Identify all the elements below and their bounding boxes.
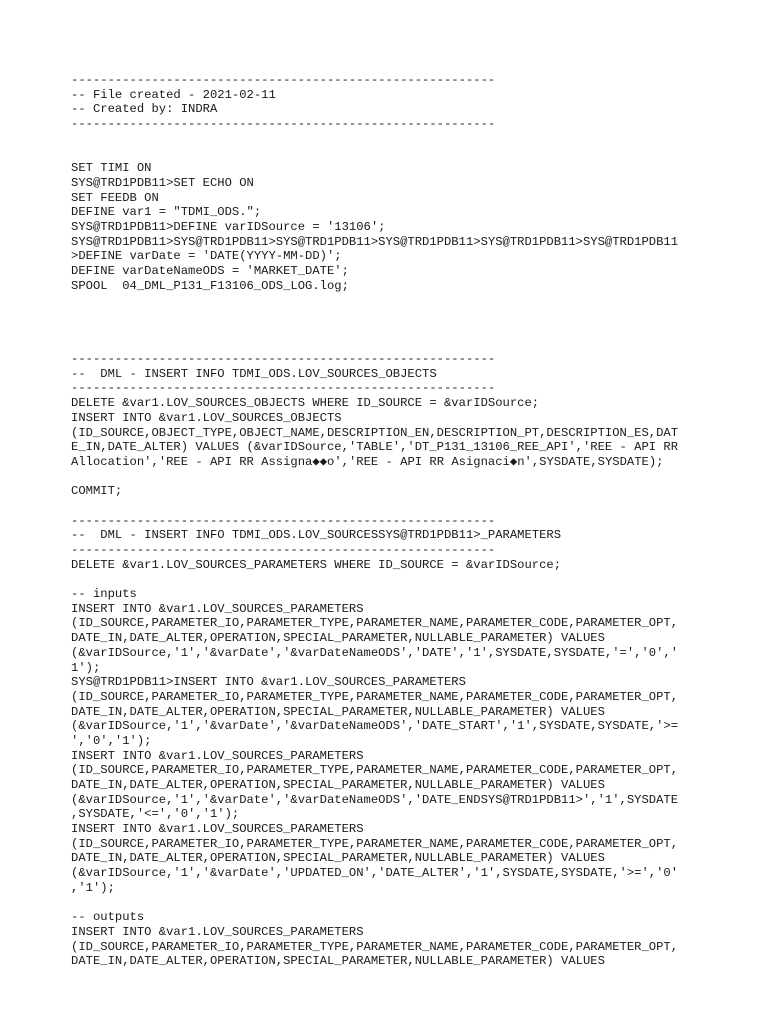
code-line: SET FEEDB ON xyxy=(71,190,159,205)
code-line: ,'1'); xyxy=(71,880,115,895)
code-line: -- File created - 2021-02-11 xyxy=(71,87,276,102)
code-line: (ID_SOURCE,PARAMETER_IO,PARAMETER_TYPE,PARAMETER_NAME,PARAMETER_CODE,PARAMETER_OPT, xyxy=(71,616,679,631)
code-line: -- DML - INSERT INFO TDMI_ODS.LOV_SOURCESSYS@TRD1PDB11>_PARAMETERS xyxy=(71,528,562,543)
code-line xyxy=(71,308,761,323)
code-line: SYS@TRD1PDB11>SYS@TRD1PDB11>SYS@TRD1PDB11>SYS@TRD1PDB11>SYS@TRD1PDB11>SYS@TRD1PDB11 xyxy=(71,234,679,249)
code-line: (ID_SOURCE,OBJECT_TYPE,OBJECT_NAME,DESCRIPTION_EN,DESCRIPTION_PT,DESCRIPTION_ES,DAT xyxy=(71,425,679,440)
code-line: ','0','1'); xyxy=(71,733,152,748)
code-line: DATE_IN,DATE_ALTER,OPERATION,SPECIAL_PARAMETER,NULLABLE_PARAMETER) VALUES xyxy=(71,954,605,969)
code-line: DATE_IN,DATE_ALTER,OPERATION,SPECIAL_PARAMETER,NULLABLE_PARAMETER) VALUES xyxy=(71,851,605,866)
code-line: DELETE &var1.LOV_SOURCES_OBJECTS WHERE ID_SOURCE = &varIDSource; xyxy=(71,396,540,411)
code-line: ---------------------------------------------------------- xyxy=(71,352,496,367)
code-line: INSERT INTO &var1.LOV_SOURCES_PARAMETERS xyxy=(71,822,364,837)
code-line: DATE_IN,DATE_ALTER,OPERATION,SPECIAL_PARAMETER,NULLABLE_PARAMETER) VALUES xyxy=(71,778,605,792)
code-line: SYS@TRD1PDB11>DEFINE varIDSource = '13106'; xyxy=(71,219,386,234)
code-line: SET TIMI ON xyxy=(71,161,152,176)
code-line: COMMIT; xyxy=(71,484,123,499)
code-line: SPOOL 04_DML_P131_F13106_ODS_LOG.log; xyxy=(71,278,349,293)
code-line: (&varIDSource,'1','&varDate','&varDateNameODS','DATE_START','1',SYSDATE,SYSDATE,'>= xyxy=(71,719,679,734)
code-line: ---------------------------------------------------------- xyxy=(71,117,496,132)
code-line xyxy=(71,572,761,587)
code-line: INSERT INTO &var1.LOV_SOURCES_PARAMETERS xyxy=(71,601,364,616)
code-line xyxy=(71,470,761,485)
code-line: ---------------------------------------------------------- xyxy=(71,543,496,557)
sql-script-document xyxy=(71,73,761,969)
code-line: ---------------------------------------------------------- xyxy=(71,381,496,396)
code-line: DATE_IN,DATE_ALTER,OPERATION,SPECIAL_PARAMETER,NULLABLE_PARAMETER) VALUES xyxy=(71,631,605,646)
code-line xyxy=(71,146,761,161)
code-line: DEFINE varDateNameODS = 'MARKET_DATE'; xyxy=(71,263,349,278)
code-line: SYS@TRD1PDB11>INSERT INTO &var1.LOV_SOURCES_PARAMETERS xyxy=(71,675,466,690)
code-line: SYS@TRD1PDB11>SET ECHO ON xyxy=(71,175,254,190)
code-line xyxy=(71,337,761,352)
code-line: -- outputs xyxy=(71,910,145,925)
code-line: (ID_SOURCE,PARAMETER_IO,PARAMETER_TYPE,PARAMETER_NAME,PARAMETER_CODE,PARAMETER_OPT, xyxy=(71,939,679,954)
code-line: ,SYSDATE,'<=','0','1'); xyxy=(71,807,240,822)
code-line: DELETE &var1.LOV_SOURCES_PARAMETERS WHERE ID_SOURCE = &varIDSource; xyxy=(71,557,562,572)
code-line: (&varIDSource,'1','&varDate','&varDateNameODS','DATE_ENDSYS@TRD1PDB11>','1',SYSDATE xyxy=(71,792,679,807)
code-line: INSERT INTO &var1.LOV_SOURCES_OBJECTS xyxy=(71,410,342,425)
code-line xyxy=(71,323,761,338)
code-line: >DEFINE varDate = 'DATE(YYYY-MM-DD)'; xyxy=(71,249,342,264)
code-line: (ID_SOURCE,PARAMETER_IO,PARAMETER_TYPE,PARAMETER_NAME,PARAMETER_CODE,PARAMETER_OPT, xyxy=(71,836,679,851)
code-line: -- inputs xyxy=(71,587,137,602)
code-line: 1'); xyxy=(71,660,101,675)
code-line: (&varIDSource,'1','&varDate','&varDateNameODS','DATE','1',SYSDATE,SYSDATE,'=','0',' xyxy=(71,645,679,660)
code-line: -- Created by: INDRA xyxy=(71,102,218,117)
code-line: Allocation','REE - API RR Assigna◆◆o','REE - API RR Asignaci◆n',SYSDATE,SYSDATE); xyxy=(71,454,664,469)
code-line xyxy=(71,896,761,911)
code-line: DATE_IN,DATE_ALTER,OPERATION,SPECIAL_PARAMETER,NULLABLE_PARAMETER) VALUES xyxy=(71,704,605,719)
code-line: (ID_SOURCE,PARAMETER_IO,PARAMETER_TYPE,PARAMETER_NAME,PARAMETER_CODE,PARAMETER_OPT, xyxy=(71,763,679,778)
code-line: -- DML - INSERT INFO TDMI_ODS.LOV_SOURCES_OBJECTS xyxy=(71,366,437,381)
code-line: INSERT INTO &var1.LOV_SOURCES_PARAMETERS xyxy=(71,748,364,763)
code-line xyxy=(71,132,761,147)
code-line: ---------------------------------------------------------- xyxy=(71,513,496,528)
code-line: DEFINE var1 = "TDMI_ODS."; xyxy=(71,205,262,220)
code-line: (&varIDSource,'1','&varDate','UPDATED_ON','DATE_ALTER','1',SYSDATE,SYSDATE,'>=','0' xyxy=(71,866,679,881)
code-line: (ID_SOURCE,PARAMETER_IO,PARAMETER_TYPE,PARAMETER_NAME,PARAMETER_CODE,PARAMETER_OPT, xyxy=(71,689,679,704)
code-line xyxy=(71,499,761,514)
code-line: E_IN,DATE_ALTER) VALUES (&varIDSource,'TABLE','DT_P131_13106_REE_API','REE - API RR xyxy=(71,440,679,455)
code-line xyxy=(71,293,761,308)
code-line: INSERT INTO &var1.LOV_SOURCES_PARAMETERS xyxy=(71,924,364,939)
code-line: ---------------------------------------------------------- xyxy=(71,73,496,87)
